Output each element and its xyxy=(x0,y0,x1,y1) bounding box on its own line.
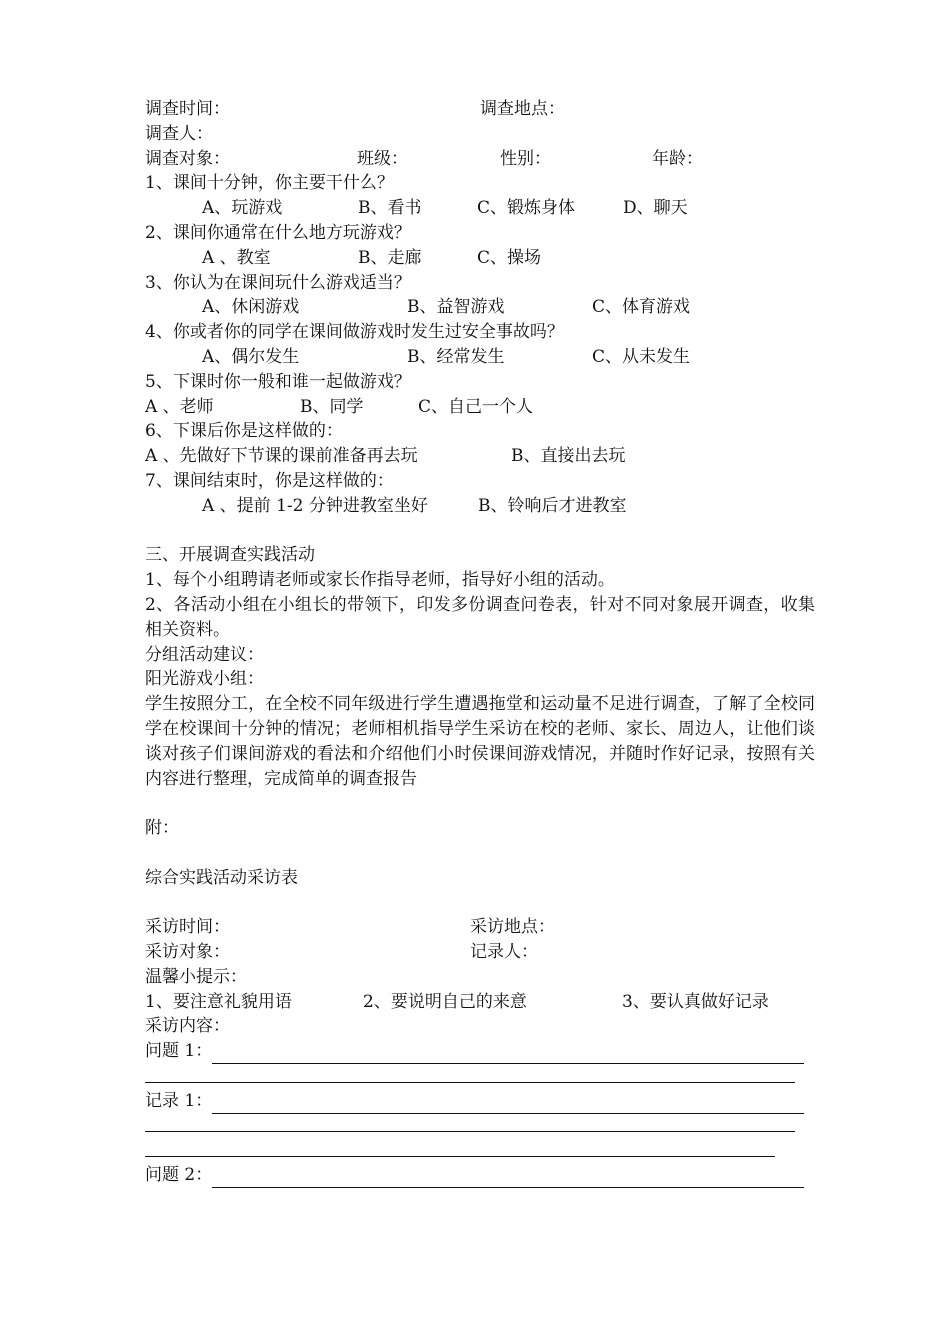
question-text: 2、课间你通常在什么地方玩游戏？ xyxy=(145,222,411,243)
appendix-label xyxy=(145,816,815,841)
question-text: 7、课间结束时，你是这样做的： xyxy=(145,470,394,491)
content-label-text: 采访内容： xyxy=(145,1016,230,1037)
group-name xyxy=(145,667,815,692)
question-3-options xyxy=(145,295,815,320)
section-item-1-text: 1、每个小组聘请老师或家长作指导老师，指导好小组的活动。 xyxy=(145,570,615,591)
question-text: 5、下课时你一般和谁一起做游戏？ xyxy=(145,371,411,392)
interview-place-label: 采访地点： xyxy=(470,917,555,938)
write-line xyxy=(145,1131,795,1132)
section-heading-text: 三、开展调查实践活动 xyxy=(145,545,315,566)
question-text: 6、下课后你是这样做的： xyxy=(145,421,343,442)
interview-time-label: 采访时间： xyxy=(145,917,230,938)
tips-label-text: 温馨小提示： xyxy=(145,966,247,987)
survey-time-label: 调查时间： xyxy=(145,99,230,119)
question-1-label: 问题 1： xyxy=(145,1041,213,1062)
question-7 xyxy=(145,469,815,494)
question-1-extra-line[interactable] xyxy=(145,1064,815,1089)
tip-3: 3、要认真做好记录 xyxy=(622,991,769,1012)
question-text: 3、你认为在课间玩什么游戏适当？ xyxy=(145,272,411,293)
tip-1: 1、要注意礼貌用语 xyxy=(145,991,292,1012)
option-a: A、休闲游戏 xyxy=(202,297,300,318)
option-b: B、直接出去玩 xyxy=(511,446,626,467)
gender-label: 性别： xyxy=(500,148,551,169)
option-d: D、聊天 xyxy=(623,198,688,219)
option-a: A 、提前 1-2 分钟进教室坐好 xyxy=(202,495,428,516)
spacer xyxy=(145,791,815,816)
question-1-field[interactable] xyxy=(145,1039,815,1064)
record-1-field[interactable] xyxy=(145,1089,815,1114)
interview-subject-row xyxy=(145,940,815,965)
spacer xyxy=(145,519,815,544)
question-3 xyxy=(145,271,815,296)
investigator-label: 调查人： xyxy=(145,123,213,144)
option-b: B、经常发生 xyxy=(407,346,505,367)
record-1-label: 记录 1： xyxy=(145,1090,213,1111)
option-c: C、体育游戏 xyxy=(592,297,691,318)
write-line xyxy=(145,1156,775,1157)
record-1-extra-line[interactable] xyxy=(145,1114,815,1139)
option-a: A 、先做好下节课的课前准备再去玩 xyxy=(145,446,418,467)
option-b: B、益智游戏 xyxy=(407,297,505,318)
question-4-options xyxy=(145,345,815,370)
group-suggestion-text: 分组活动建议： xyxy=(145,644,264,665)
spacer xyxy=(145,891,815,916)
interview-subject-label: 采访对象： xyxy=(145,942,230,963)
document-page xyxy=(145,97,815,1188)
question-4 xyxy=(145,320,815,345)
record-1-extra-line-2[interactable] xyxy=(145,1138,815,1163)
option-c: C、自己一个人 xyxy=(418,396,534,417)
subject-label: 调查对象： xyxy=(145,148,230,169)
option-c: C、从未发生 xyxy=(592,346,691,367)
content-label xyxy=(145,1014,815,1039)
spacer xyxy=(145,841,815,866)
class-label: 班级： xyxy=(357,148,408,169)
tips-row xyxy=(145,990,815,1015)
option-b: B、铃响后才进教室 xyxy=(478,495,627,516)
appendix-label-text: 附： xyxy=(145,818,179,839)
option-b: B、同学 xyxy=(300,396,364,417)
question-2-options xyxy=(145,246,815,271)
question-1-options xyxy=(145,196,815,221)
option-c: C、操场 xyxy=(477,247,542,268)
option-a: A、偶尔发生 xyxy=(202,346,300,367)
section-heading xyxy=(145,543,815,568)
question-6 xyxy=(145,419,815,444)
form-title xyxy=(145,866,815,891)
question-1 xyxy=(145,171,815,196)
group-suggestion xyxy=(145,643,815,668)
option-a: A 、教室 xyxy=(202,247,271,268)
question-text: 4、你或者你的同学在课间做游戏时发生过安全事故吗？ xyxy=(145,322,564,343)
option-a: A、玩游戏 xyxy=(202,198,283,219)
subject-row xyxy=(145,147,815,172)
question-5-options xyxy=(145,395,815,420)
question-6-options xyxy=(145,444,815,469)
question-2-label: 问题 2： xyxy=(145,1165,213,1186)
group-name-text: 阳光游戏小组： xyxy=(145,669,264,690)
age-label: 年龄： xyxy=(652,148,703,169)
question-7-options xyxy=(145,494,815,519)
tip-2: 2、要说明自己的来意 xyxy=(363,991,527,1012)
option-a: A 、老师 xyxy=(145,396,214,417)
question-1-line[interactable] xyxy=(212,1045,804,1064)
tips-label xyxy=(145,965,815,990)
record-1-line[interactable] xyxy=(212,1095,804,1114)
form-title-text: 综合实践活动采访表 xyxy=(145,867,298,888)
question-text: 1、课间十分钟，你主要干什么？ xyxy=(145,173,394,194)
recorder-label: 记录人： xyxy=(470,942,538,963)
survey-place-label: 调查地点： xyxy=(480,99,565,119)
option-b: B、走廊 xyxy=(358,247,422,268)
group-description: 学生按照分工，在全校不同年级进行学生遭遇拖堂和运动量不足进行调查，了解了全校同学在校课间十分钟的情况；老师相机指导学生采访在校的老师、家长、周边人，让他们谈谈对孩子们课间游戏的看法和介绍他们小时侯课间游戏情况，并随时作好记录，按照有关内容进行整理，完成简单的调查报告 xyxy=(145,694,815,789)
option-c: C、锻炼身体 xyxy=(477,198,576,219)
question-2-field[interactable] xyxy=(145,1163,815,1188)
survey-time-row xyxy=(145,97,815,122)
section-item-2: 2、各活动小组在小组长的带领下，印发多份调查问卷表，针对不同对象展开调查，收集相关资料。 xyxy=(145,594,815,640)
question-2-line[interactable] xyxy=(212,1169,804,1188)
question-5 xyxy=(145,370,815,395)
question-2 xyxy=(145,221,815,246)
interview-time-row xyxy=(145,915,815,940)
option-b: B、看书 xyxy=(358,198,422,219)
write-line xyxy=(145,1082,795,1083)
investigator-row xyxy=(145,122,815,147)
section-item-1 xyxy=(145,568,815,593)
